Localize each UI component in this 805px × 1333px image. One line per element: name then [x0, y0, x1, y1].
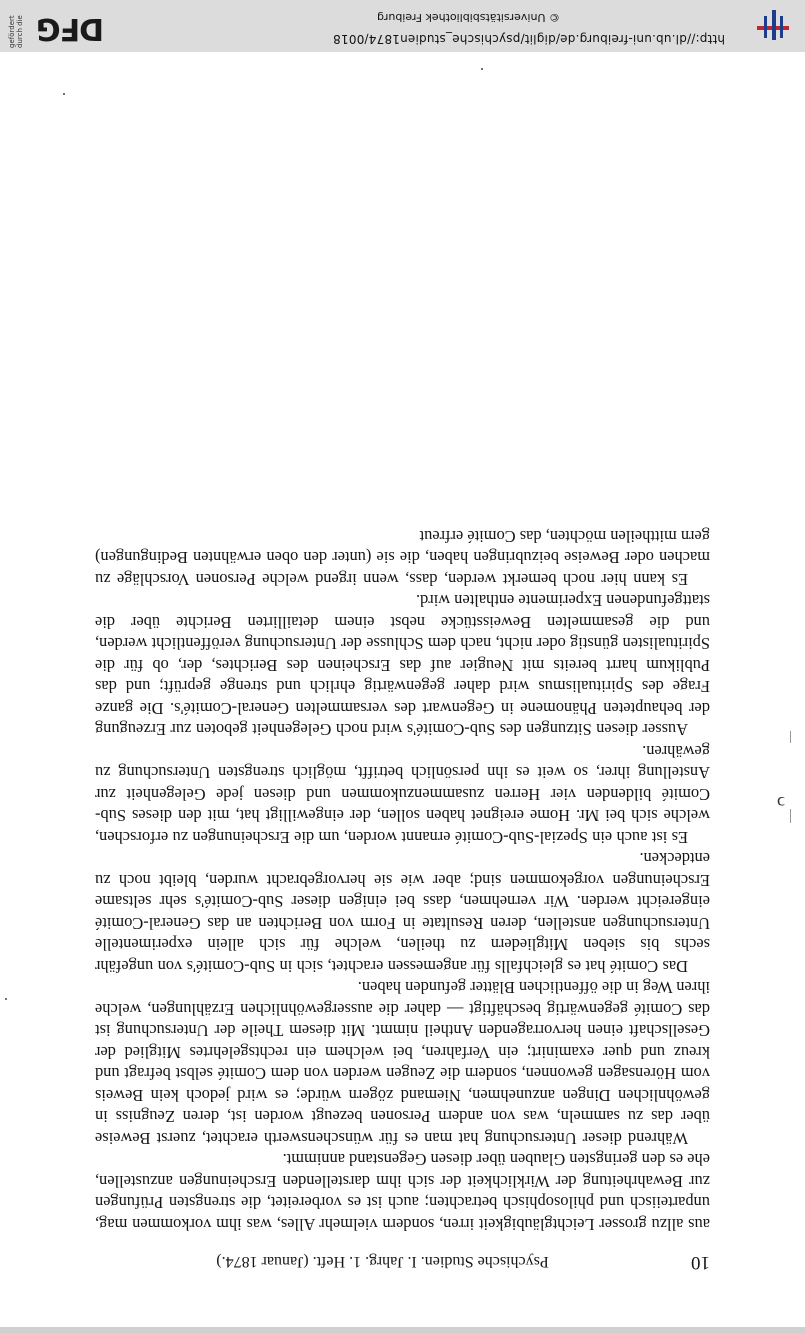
paragraph: Während dieser Untersuchung hat man es für wünschenswerth erachtet, zuerst Beweise über das zu sammeln, was von andern Personen bezeugt worden ist, deren Zeugniss in gewöhnlichen Dingen anzunehmen, Niemand zögern würde; es wird jedoch kein Beweis vom Hörensagen gewonnen, sondern die Zeugen werden von dem Comité selbst befragt und kreuz und quer examinirt; ein Verfahren, bei welchem ein rechtsgelehrtes Mitglied der Gesellschaft einen hervorragenden Antheil nimmt. Mit diesem Theile der Untersuchung ist das Comité gegenwärtig beschäftigt — daher die aussergewöhnlichen Erzählungen, welche ihren Weg in die öffentlichen Blätter gefunden haben.	[95, 978, 710, 1148]
paragraph: aus allzu grosser Leichtgläubigkeit irren, sondern vielmehr Alles, was ihm vorkommen mag, unparteiisch und philosophisch betrachten; auch ist es vorbereitet, die strengsten Prüfungen zur Bewahrheitung der Wirklichkeit der sich ihm darstellenden Erscheinungen anzustellen, ehe es den geringsten Glauben über diesen Gegenstand annimmt.	[95, 1150, 710, 1234]
page-number: 10	[691, 1252, 710, 1273]
dfg-logo-mark: DFG	[36, 11, 104, 46]
scan-speck	[63, 93, 65, 95]
running-head-title: Psychische Studien. I. Jahrg. 1. Heft. (Januar 1874.)	[216, 1253, 549, 1270]
dfg-logo	[8, 4, 104, 48]
margin-mark: ↄ	[777, 793, 785, 813]
paragraph: Das Comité hat es gleichfalls für angemessen erachtet, sich in Sub-Comité's von ungefähr sechs bis sieben Mitgliedern zu theilen, welche für sich allein experimentelle Untersuchungen anstellen, deren Resultate in Form von Berichten an das General-Comité eingereicht werden. Wir vernehmen, dass bei einigen dieser Sub-Comité's sehr seltsame Erscheinungen vorgekommen sind; aber wie sie hervorgebracht wurden, bleibt noch zu entdecken.	[95, 849, 710, 976]
paragraph: Es kann hier noch bemerkt werden, dass, wenn irgend welche Personen Vorschläge zu machen oder Beweise beizubringen haben, die sie (unter den oben erwähnten Bedingungen) gern mittheilen möchten, das Comité erfreut	[95, 527, 710, 589]
scan-speck	[5, 998, 7, 1000]
paragraph: Ausser diesen Sitzungen des Sub-Comité's wird noch Gelegenheit geboten zur Erzeugung der behaupteten Phänomene in Gegenwart des versammelten General-Comité's. Die ganze Frage des Spiritualismus wird daher gegenwärtig ehrlich und strenge geprüft; und das Publikum harrt bereits mit Neugier auf das Erscheinen des Berichtes, der, ob für die Spiritualisten günstig oder nicht, nach dem Schlusse der Untersuchung veröffentlicht werden, und die gesammelten Beweisstücke nebst einem detaillirten Berichte über die stattgefundenen Experimente enthalten wird.	[95, 591, 710, 740]
copyright-notice: © Universitätsbibliothek Freiburg	[377, 11, 560, 24]
scan-speck	[481, 68, 483, 70]
paragraph: Es ist auch ein Spezial-Sub-Comité ernannt worden, um die Erscheinungen zu erforschen, welche sich bei Mr. Home ereignet haben sollen, der eingewilligt hat, mit den dieses Sub-Comité bildenden vier Herren zusammenzukommen und diesen jede Gelegenheit zur Anstellung ihrer, so weit es ihn persönlich betrifft, möglich strengsten Untersuchung zu gewähren.	[95, 742, 710, 847]
library-footer-bar	[0, 0, 805, 52]
dfg-logo-caption: gefördert durch die	[8, 15, 24, 48]
bottom-edge-strip	[0, 1327, 805, 1333]
running-head	[95, 1245, 710, 1273]
source-url[interactable]: http://dl.ub.uni-freiburg.de/diglit/psychische_studien1874/0018	[332, 32, 725, 46]
body-text	[95, 526, 710, 1236]
page-body	[95, 526, 710, 1274]
margin-tick	[790, 731, 791, 743]
margin-tick	[790, 809, 791, 823]
university-library-logo-icon	[753, 8, 793, 42]
